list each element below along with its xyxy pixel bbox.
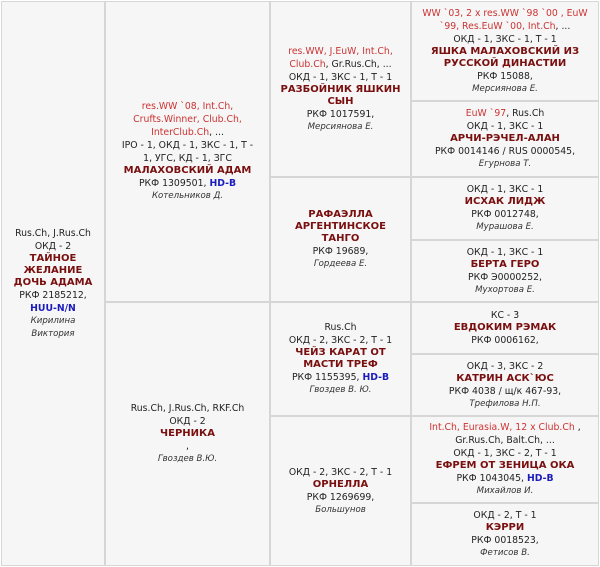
titles: WW `03, 2 x res.WW `98 `00 , EuW `99, Res.EuW `00, Int.Ch: [422, 7, 588, 32]
breeder: Гвоздев В. Ю.: [309, 385, 372, 395]
titles-tail: , Rus.Ch: [506, 108, 545, 119]
dog-cell-dam: [105, 302, 270, 566]
dog-cell-sire-sire: [270, 1, 411, 177]
registration: РКФ 1017591,: [306, 108, 375, 120]
titles: Rus.Ch: [324, 322, 357, 333]
registration: РКФ 0014146 / RUS 0000545,: [434, 146, 576, 157]
exam: ОКД - 2: [34, 240, 72, 252]
registration: РКФ 0012748,: [471, 209, 539, 220]
dog-name: БЕРТА ГЕРО: [470, 258, 540, 270]
registration: РКФ 0006162,: [471, 335, 539, 346]
registration: РКФ 2185212,: [19, 289, 87, 301]
exam: ОКД - 1, ЗКС - 1, Т - 1: [453, 33, 557, 45]
registration: РКФ 0018523,: [471, 535, 539, 546]
dog-cell-sire: [105, 1, 270, 302]
titles: res.WW `08, Int.Ch, Crufts.Winner, Club.Ch, InterClub.Ch: [133, 101, 242, 138]
dog-name: КЭРРИ: [485, 522, 525, 533]
dog-cell-dsd: [411, 354, 599, 416]
exam: ОКД - 3, ЗКС - 2: [466, 360, 544, 372]
dog-name: МАЛАХОВСКИЙ АДАМ: [123, 165, 252, 176]
registration: РКФ 1155395,: [291, 372, 360, 383]
registration: РКФ 1043045,: [456, 473, 524, 484]
exam: КС - 3: [490, 310, 520, 321]
exam: IPO - 1, ОКД - 1, ЗКС - 1, Т - 1, УГС, КД - 1, ЗГС: [121, 140, 254, 164]
dog-cell-ddd: [411, 503, 599, 566]
dog-cell-dds: [411, 416, 599, 503]
breeder: Мерсиянова Е.: [307, 121, 374, 132]
titles: res.WW, J.EuW, Int.Ch, Club.Ch: [288, 45, 393, 70]
exam: ОКД - 1, ЗКС - 1: [466, 246, 544, 258]
exam: ОКД - 1, ЗКС - 2, Т - 1: [453, 448, 557, 459]
dog-cell-dam-dam: [270, 416, 411, 566]
dog-name: ЧЕРНИКА: [160, 428, 215, 439]
breeder: Мурашова Е.: [476, 222, 534, 232]
dog-cell-dss: [411, 302, 599, 354]
registration: ,: [186, 441, 189, 452]
registration: РКФ 1269699,: [306, 491, 375, 503]
dog-cell-ssd: [411, 101, 599, 177]
exam: ОКД - 2, ЗКС - 2, Т - 1: [288, 335, 393, 346]
breeder: Михайлов И.: [476, 486, 534, 496]
titles-tail: , Gr.Rus.Ch, ...: [325, 58, 392, 70]
breeder: Мерсиянова Е.: [472, 83, 538, 94]
dog-name: ЯШКА МАЛАХОВСКИЙ ИЗ РУССКОЙ ДИНАСТИИ: [430, 45, 580, 69]
hd-status: HD-B: [526, 473, 554, 484]
dog-cell-sss: [411, 1, 599, 101]
registration: РКФ 19689,: [312, 245, 369, 257]
titles: Rus.Ch, J.Rus.Ch: [15, 227, 91, 239]
dog-name: КАТРИН АСК`ЮС: [456, 372, 554, 384]
registration: РКФ 4038 / щ/к 467-93,: [448, 385, 562, 397]
breeder: Трефилова Н.П.: [469, 398, 541, 409]
breeder: Мухортова Е.: [475, 284, 535, 295]
dog-cell-sds: [411, 177, 599, 240]
hd-status: HUU-N/N: [30, 302, 76, 314]
dog-name: ЕФРЕМ ОТ ЗЕНИЦА ОКА: [435, 460, 575, 471]
dog-cell-sire-dam: [270, 177, 411, 302]
breeder: Гвоздев В.Ю.: [157, 454, 218, 464]
exam: ОКД - 1, ЗКС - 1: [466, 121, 544, 132]
dog-name: ЕВДОКИМ РЭМАК: [453, 322, 557, 333]
hd-status: HD-B: [209, 178, 237, 189]
breeder: Кирилина Виктория: [30, 315, 76, 339]
hd-status: HD-B: [362, 372, 390, 383]
dog-name: ЧЕЙЗ КАРАТ ОТ МАСТИ ТРЕФ: [295, 347, 386, 370]
exam: ОКД - 1, ЗКС - 1, Т - 1: [288, 71, 393, 83]
dog-name: ТАЙНОЕ ЖЕЛАНИЕ ДОЧЬ АДАМА: [13, 252, 93, 288]
exam: ОКД - 2, Т - 1: [473, 510, 537, 521]
breeder: Фетисов В.: [480, 548, 530, 558]
dog-cell-self: [1, 1, 105, 566]
dog-cell-dam-sire: [270, 302, 411, 416]
titles-tail: , ...: [209, 127, 224, 138]
dog-cell-sdd: [411, 240, 599, 302]
titles-tail: , ...: [555, 20, 571, 32]
dog-name: РАФАЭЛЛА АРГЕНТИНСКОЕ ТАНГО: [294, 208, 387, 244]
exam: ОКД - 2, ЗКС - 2, Т - 1: [288, 466, 393, 478]
dog-name: ОРНЕЛЛА: [312, 478, 369, 490]
exam: ОКД - 2: [169, 416, 206, 427]
breeder: Гордеева Е.: [313, 258, 368, 269]
registration: РКФ 1309501,: [138, 178, 207, 189]
titles-tail: , Gr.Rus.Ch, Balt.Ch, ...: [455, 422, 581, 446]
dog-name: ИСХАК ЛИДЖ: [464, 196, 546, 207]
titles: Int.Ch, Eurasia.W, 12 x Club.Ch: [429, 422, 575, 433]
registration: РКФ 15088,: [477, 70, 533, 82]
breeder: Большунов: [315, 504, 366, 515]
dog-name: РАЗБОЙНИК ЯШКИН СЫН: [280, 83, 401, 107]
exam: ОКД - 1, ЗКС - 1: [466, 184, 544, 195]
titles: EuW `97: [465, 108, 507, 119]
breeder: Егурнова Т.: [478, 159, 532, 169]
breeder: Котельников Д.: [151, 191, 224, 201]
dog-name: АРЧИ-РЭЧЕЛ-АЛАН: [450, 133, 560, 144]
registration: РКФ Э0000252,: [467, 271, 543, 283]
titles: Rus.Ch, J.Rus.Ch, RKF.Ch: [130, 403, 245, 414]
